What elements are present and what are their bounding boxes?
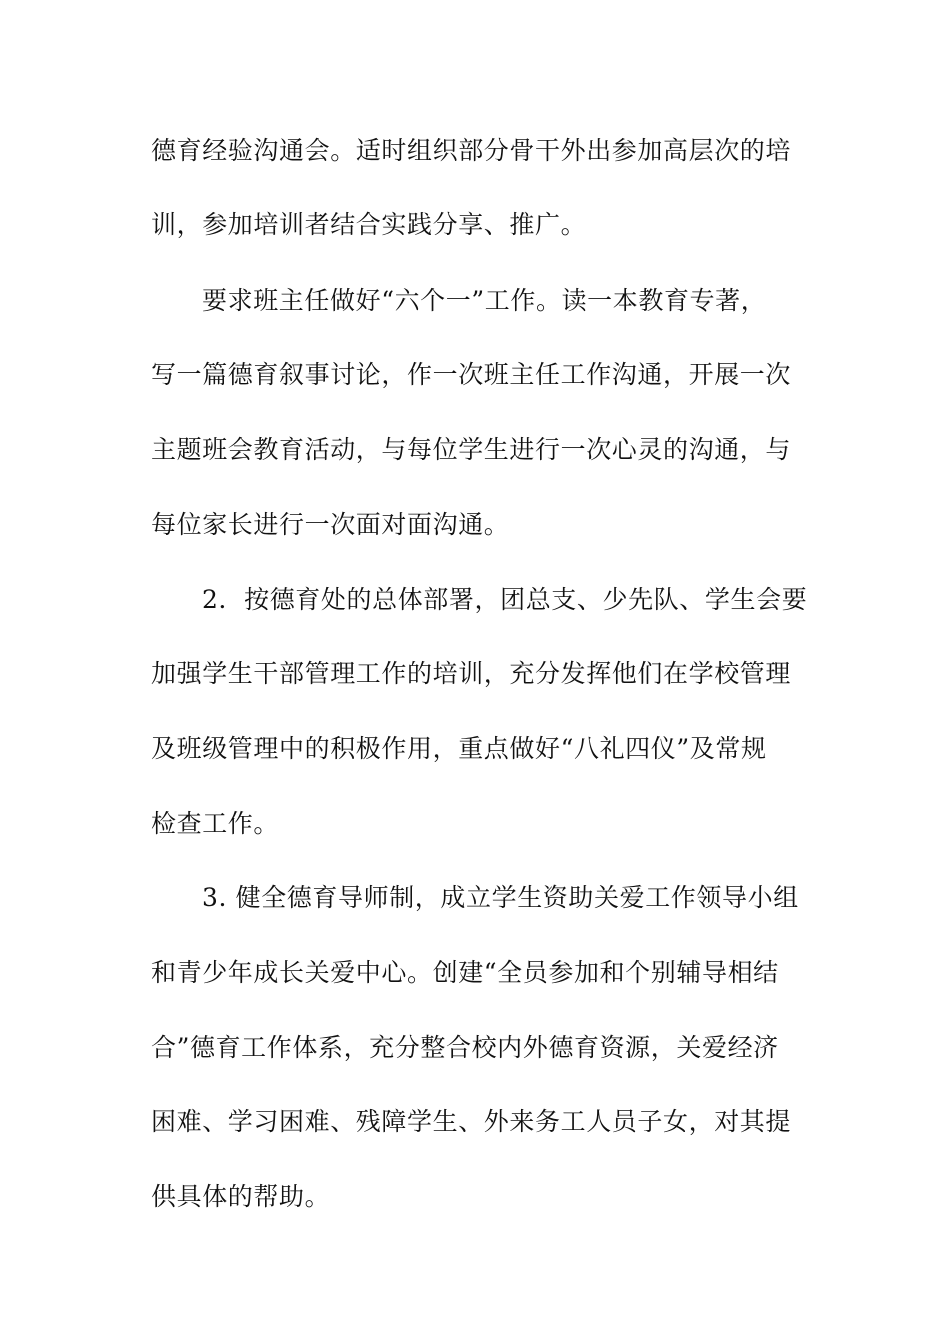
- text-line: 供具体的帮助。: [151, 1182, 331, 1211]
- text-line: 和青少年成长关爱中心。创建“全员参加和个别辅导相结: [151, 958, 779, 987]
- text-line: 主题班会教育活动，与每位学生进行一次心灵的沟通，与: [151, 435, 792, 464]
- text-line: 加强学生干部管理工作的培训，充分发挥他们在学校管理: [151, 659, 792, 688]
- text-line: 每位家长进行一次面对面沟通。: [151, 510, 510, 539]
- text-line: 及班级管理中的积极作用，重点做好“八礼四仪”及常规: [151, 734, 767, 763]
- text-line: 合”德育工作体系，充分整合校内外德育资源，关爱经济: [151, 1033, 779, 1062]
- text-line: 德育经验沟通会。适时组织部分骨干外出参加高层次的培: [151, 136, 792, 165]
- text-line: 2．按德育处的总体部署，团总支、少先队、学生会要: [202, 585, 808, 614]
- text-line: 困难、学习困难、残障学生、外来务工人员子女，对其提: [151, 1107, 792, 1136]
- text-line: 要求班主任做好“六个一”工作。读一本教育专著，: [202, 286, 767, 315]
- text-line: 3. 健全德育导师制，成立学生资助关爱工作领导小组: [202, 883, 799, 912]
- text-line: 写一篇德育叙事讨论，作一次班主任工作沟通，开展一次: [151, 360, 792, 389]
- text-line: 训，参加培训者结合实践分享、推广。: [151, 210, 587, 239]
- text-line: 检查工作。: [151, 809, 280, 838]
